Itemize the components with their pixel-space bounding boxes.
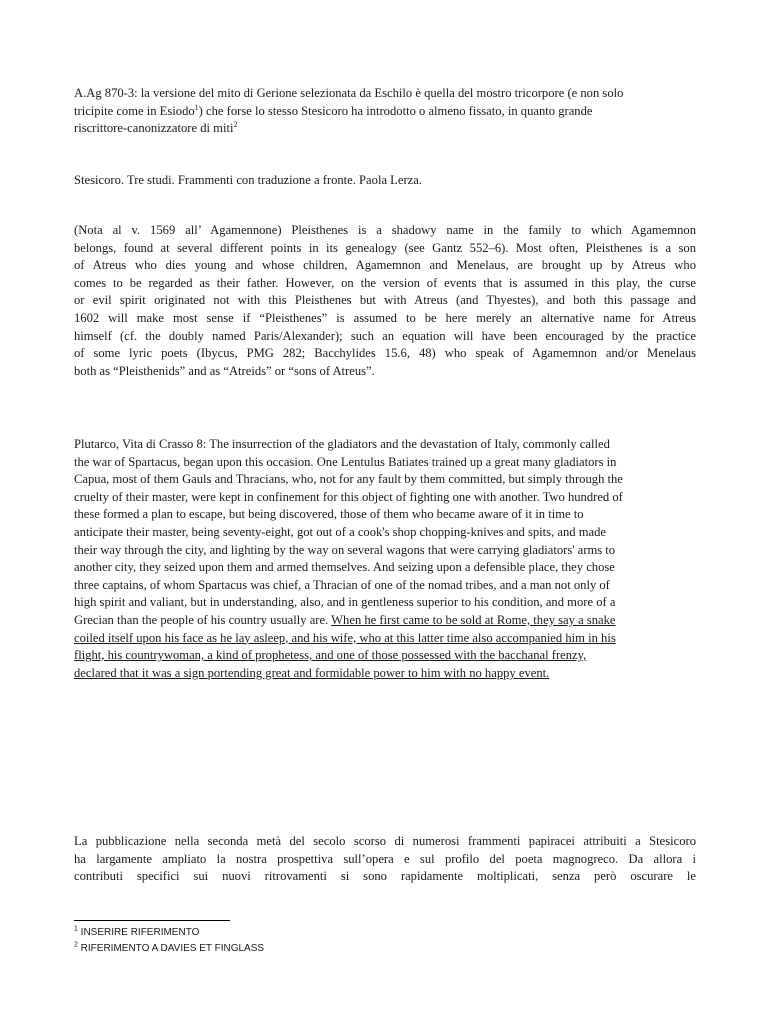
text-line-underlined	[74, 630, 696, 648]
text-line: high spirit and valiant, but in understanding, also, and in gentleness superior to his condition, and more of a	[74, 595, 616, 610]
text-line-underlined	[74, 665, 696, 683]
paragraph-pleisthenes	[74, 222, 696, 380]
text-line-mixed	[74, 612, 696, 630]
footnote-ref-1[interactable]: 1	[194, 102, 199, 112]
text-line: ha largamente ampliato la nostra prospettiva sull’opera e sul profilo del poeta magnogreco. Da allora i	[74, 851, 696, 866]
paragraph-citation	[74, 172, 696, 190]
text-line: or evil spirit originated not with this Pleisthenes but with Atreus (and Thyestes), and both this passage and	[74, 293, 696, 308]
footnote-2	[74, 941, 264, 957]
text-line: comes to be regarded as their father. However, on the version of events that is assumed in this play, the curse	[74, 275, 696, 290]
footnote-ref-2[interactable]: 2	[233, 120, 238, 129]
footnotes	[74, 925, 264, 957]
text-line: (Nota al v. 1569 all’ Agamennone) Pleisthenes is a shadowy name in the family to which Agamemnon	[74, 223, 696, 237]
text-line: ) che forse lo stesso Stesicoro ha introdotto o almeno fissato, in quanto grande	[198, 103, 593, 118]
text-line: of some lyric poets (Ibycus, PMG 282; Bacchylides 15.6, 48) who speak of Agamemnon and/or Menelaus	[74, 346, 696, 361]
text-line: 1602 will make most sense if “Pleisthenes” is assumed to be here merely an alternative name for Atreus	[74, 310, 696, 325]
text-line: riscrittore-canonizzatore di miti	[74, 121, 234, 136]
text-line-underlined	[74, 647, 696, 665]
text-line: Plutarco, Vita di Crasso 8: The insurrection of the gladiators and the devastation of Italy, commonly called	[74, 437, 610, 451]
footnote-separator	[74, 920, 230, 921]
text-line: three captains, of whom Spartacus was chief, a Thracian of one of the nomad tribes, and a man not only of	[74, 577, 610, 592]
footnote-number: 1	[74, 925, 78, 933]
text-line: contributi specifici sui nuovi ritrovamenti si sono rapidamente moltiplicati, senza però oscurare le	[74, 869, 696, 884]
text-line: both as “Pleisthenids” and as “Atreids” or “sons of Atreus”.	[74, 363, 375, 378]
footnote-text: RIFERIMENTO A DAVIES ET FINGLASS	[77, 943, 265, 954]
text-line: himself (cf. the doubly named Paris/Alexander); such an equation will have been encouraged by the practice	[74, 328, 696, 343]
text-segment: Grecian than the people of his country usually are.	[74, 612, 332, 627]
footnote-number: 2	[74, 941, 78, 949]
text-line: these formed a plan to escape, but being discovered, those of them who became aware of it in time to	[74, 507, 584, 522]
citation-text: Stesicoro. Tre studi. Frammenti con traduzione a fronte. Paola Lerza.	[74, 173, 422, 187]
text-line: the war of Spartacus, began upon this occasion. One Lentulus Batiates trained up a great many gladiators in	[74, 454, 617, 469]
footnote-1	[74, 925, 264, 941]
underlined-text: declared that it was a sign portending great and formidable power to him with no happy event.	[74, 665, 550, 680]
text-line: their way through the city, and lighting by the way on several wagons that were carrying gladiators' arms to	[74, 542, 616, 557]
text-line: belongs, found at several different points in its genealogy (see Gantz 552–6). Most often, Pleisthenes is a son	[74, 240, 696, 255]
text-line: anticipate their master, being seventy-eight, got out of a cook's shop chopping-knives and spits, and made	[74, 524, 606, 539]
text-line: cruelty of their master, were kept in confinement for this object of fighting one with another. Two hundred of	[74, 489, 623, 504]
text-line: tricipite come in Esiodo	[74, 103, 195, 118]
underlined-text: When he first came to be sold at Rome, they say a snake	[331, 612, 616, 627]
paragraph-publication	[74, 833, 696, 886]
paragraph-plutarch	[74, 436, 696, 682]
text-line: another city, they seized upon them and armed themselves. And seizing upon a defensible place, they chose	[74, 560, 615, 575]
underlined-text: coiled itself upon his face as he lay asleep, and his wife, who at this latter time also accompanied him in his	[74, 630, 616, 645]
text-line: of Atreus who dies young and whose children, Agamemnon and Menelaus, are brought up by Atreus who	[74, 258, 696, 273]
text-line: La pubblicazione nella seconda metà del secolo scorso di numerosi frammenti papiracei attribuiti a Stesicoro	[74, 834, 696, 848]
footnote-text: INSERIRE RIFERIMENTO	[77, 927, 200, 938]
paragraph-geryon	[74, 85, 696, 138]
text-line: A.Ag 870-3: la versione del mito di Gerione selezionata da Eschilo è quella del mostro tricorpore (e non solo	[74, 86, 624, 100]
underlined-text: flight, his countrywoman, a kind of prophetess, and one of those possessed with the bacchanal frenzy,	[74, 648, 587, 663]
text-line: Capua, most of them Gauls and Thracians, who, not for any fault by them committed, but simply through the	[74, 472, 623, 487]
